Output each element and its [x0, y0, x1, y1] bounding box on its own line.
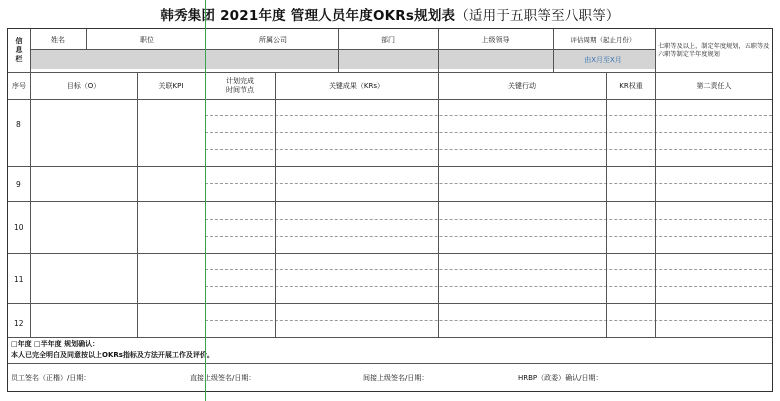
- page-title: [0, 4, 780, 24]
- title-sub: （适用于五职等至八职等）: [455, 8, 620, 24]
- info-label: 信 息 栏: [15, 37, 23, 63]
- divider: [8, 303, 772, 304]
- dashed-line: [205, 115, 772, 116]
- row-number: 10: [14, 223, 24, 232]
- col-seq: 序号: [12, 81, 26, 90]
- divider: [30, 29, 31, 99]
- dashed-line: [205, 269, 772, 270]
- employee-signature: 员工签名（正楷）/日期：: [11, 374, 91, 382]
- dashed-line: [205, 320, 772, 321]
- name-label: 姓名: [51, 35, 65, 44]
- dashed-line: [205, 132, 772, 133]
- divider: [553, 29, 554, 72]
- divider: [8, 337, 772, 338]
- dashed-line: [205, 219, 772, 220]
- divider: [606, 72, 607, 337]
- divider: [8, 72, 772, 73]
- row-number: 9: [16, 180, 21, 189]
- row-number: 8: [16, 120, 21, 129]
- company-label: 所属公司: [259, 35, 287, 44]
- col-kpi: 关联KPI: [158, 81, 184, 90]
- divider: [30, 49, 655, 50]
- department-label: 部门: [381, 35, 395, 44]
- divider: [8, 363, 772, 364]
- col-objective: 目标（O）: [66, 81, 101, 90]
- row-number: 12: [14, 319, 24, 328]
- confirm-statement: 本人已完全明白及同意按以上OKRs指标及方法开展工作及评价。: [11, 351, 214, 359]
- period-label: 评估周期（起止月份）: [570, 35, 636, 44]
- divider: [655, 29, 656, 72]
- divider: [338, 29, 339, 72]
- divider: [438, 72, 439, 337]
- period-value: 由X月至X月: [584, 55, 622, 64]
- col-kr: 关键成果（KRs）: [328, 81, 385, 90]
- col-action: 关键行动: [508, 81, 536, 90]
- indirect-superior-signature: 间接上级签名/日期：: [363, 374, 429, 382]
- divider: [8, 201, 772, 202]
- title-main: 韩秀集团 2021年度 管理人员年度OKRs规划表: [160, 8, 456, 24]
- col-weight: KR权重: [619, 81, 643, 90]
- col-second-owner: 第二责任人: [696, 81, 732, 90]
- divider: [8, 99, 772, 100]
- guide-line: [205, 0, 206, 401]
- divider: [30, 99, 31, 337]
- superior-label: 上级领导: [481, 35, 510, 44]
- dashed-line: [205, 286, 772, 287]
- dashed-line: [205, 149, 772, 150]
- period-note: 七职等及以上，制定年度规划，五职等及六职等制定半年度规划: [658, 42, 770, 58]
- divider: [275, 72, 276, 337]
- confirm-checkbox-line: □年度 □半年度 规划确认：: [11, 340, 100, 348]
- divider: [438, 29, 439, 72]
- okr-sheet: [7, 28, 773, 392]
- divider: [8, 253, 772, 254]
- superior-signature: 直接上级签名/日期：: [190, 374, 256, 382]
- row-number: 11: [14, 275, 24, 284]
- dashed-line: [205, 236, 772, 237]
- dashed-line: [205, 183, 772, 184]
- divider: [137, 72, 138, 337]
- divider: [8, 166, 772, 167]
- col-plan-time: 计划完成 时间节点: [226, 77, 254, 94]
- hrbp-signature: HRBP（政委）确认/日期：: [518, 374, 603, 382]
- divider: [86, 29, 87, 49]
- divider: [655, 72, 656, 337]
- position-label: 职位: [140, 35, 154, 44]
